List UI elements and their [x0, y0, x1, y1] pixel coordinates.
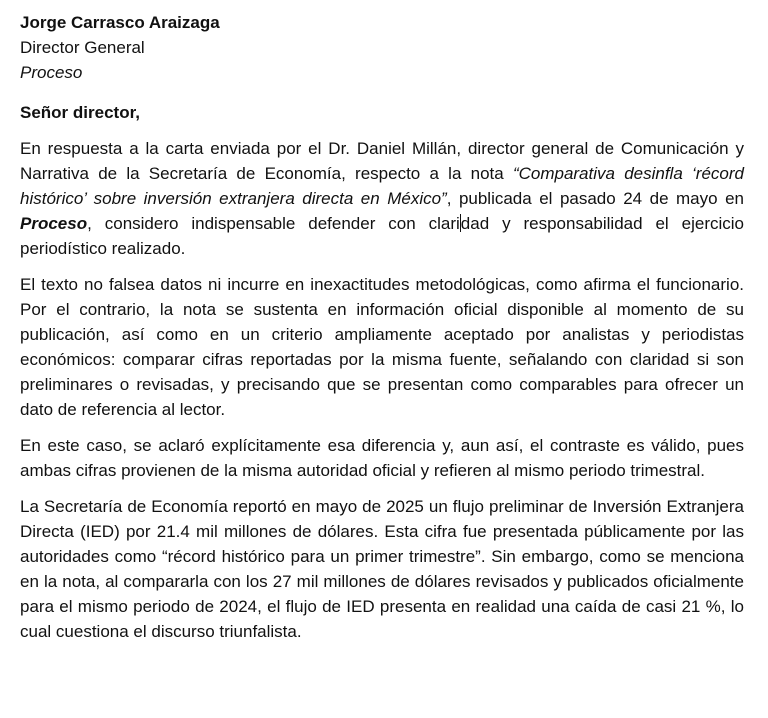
recipient-name: Jorge Carrasco Araizaga: [20, 13, 220, 32]
paragraph-3: En este caso, se aclaró explícitamente esa diferencia y, aun así, el contraste es válido, pues ambas cifras provienen de la misma autoridad oficial y refieren al mismo periodo trimestral.: [20, 436, 744, 480]
paragraph-4: La Secretaría de Economía reportó en mayo de 2025 un flujo preliminar de Inversión Extranjera Directa (IED) por 21.4 mil millones de dólares. Esta cifra fue presentada públicamente por las autoridades como “récord histórico para un primer trimestre”. Sin embargo, como se menciona en la nota, al compararla con los 27 mil millones de dólares revisados y publicados oficialmente para el mismo periodo de 2024, el flujo de IED presenta en realidad una caída de casi 21 %, lo cual cuestiona el discurso triunfalista.: [20, 497, 744, 641]
paragraph-2: El texto no falsea datos ni incurre en inexactitudes metodológicas, como afirma el funcionario. Por el contrario, la nota se sustenta en información oficial disponible al momento de su publicación, así como en un criterio ampliamente aceptado por analistas y periodistas económicos: comparar cifras reportadas por la misma fuente, señalando con claridad si son preliminares o revisadas, y precisando que se presentan como comparables para ofrecer un dato de referencia al lector.: [20, 275, 744, 419]
paragraph-1-text-c: , considero indispensable defender con clari: [87, 214, 460, 233]
paragraph-1: [20, 136, 744, 261]
article-title: “Comparativa desinfla ‘récord histórico’ sobre inversión extranjera directa en México”: [20, 164, 744, 208]
paragraph-1-text-a: En respuesta a la carta enviada por el Dr. Daniel Millán, director general de Comunicación y Narrativa de la Secretaría de Economía, respecto a la nota: [20, 139, 744, 183]
recipient-role: Director General: [20, 38, 145, 57]
paragraph-1-text-b: , publicada el pasado 24 de mayo en: [446, 189, 744, 208]
letter-document: [20, 10, 744, 644]
salutation: Señor director,: [20, 103, 140, 122]
publication-inline: Proceso: [20, 214, 88, 233]
publication-name: Proceso: [20, 63, 83, 82]
paragraph-1-text-d: dad y responsabilidad el ejercicio periodístico realizado.: [20, 214, 744, 258]
